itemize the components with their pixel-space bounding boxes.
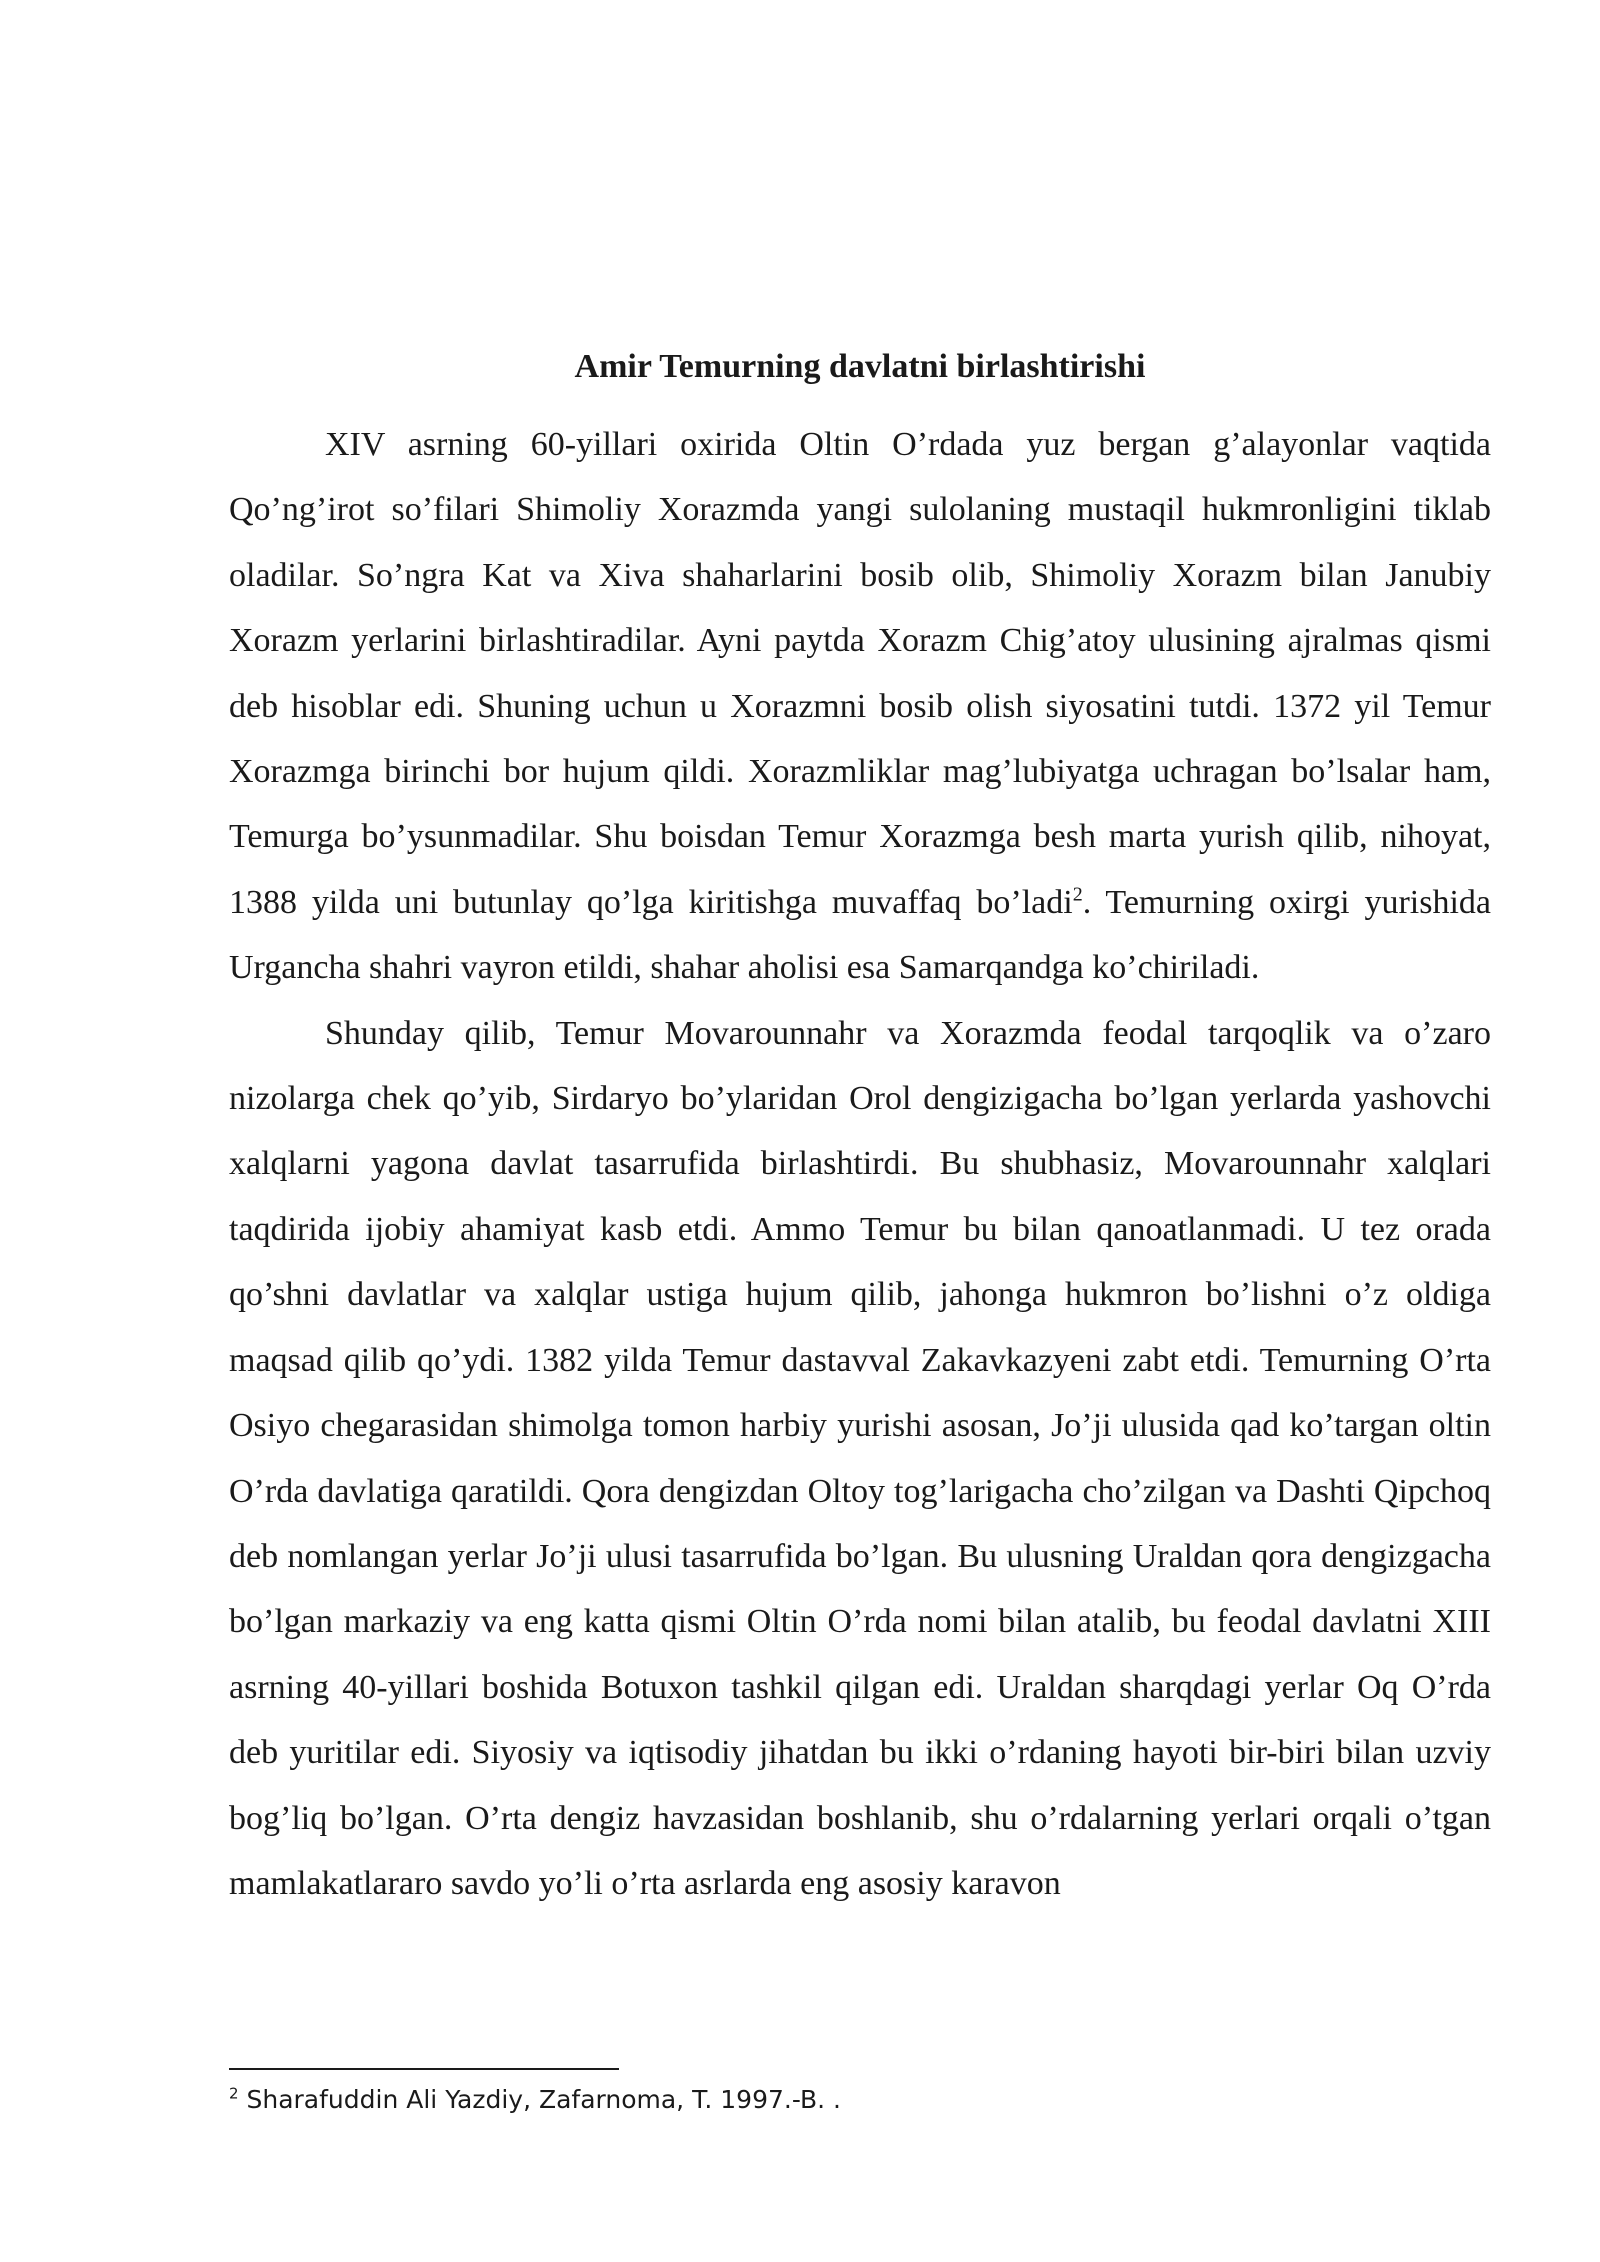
footnote-marker: 2 [229, 2084, 239, 2103]
paragraph-1-text-continued: . Temurning oxirgi yurishida Urgancha shahri vayron etildi, shahar aholisi esa Samarqandga ko’chiriladi. [229, 883, 1491, 987]
paragraph-1 [229, 412, 1491, 1001]
footnote [229, 2083, 1491, 2117]
page-title: Amir Temurning davlatni birlashtirishi [574, 348, 1146, 385]
body-text [229, 412, 1491, 1916]
footnote-text: Sharafuddin Ali Yazdiy, Zafarnoma, T. 1997.-B. . [238, 2085, 841, 2114]
footnote-separator [229, 2068, 619, 2070]
paragraph-1-text: XIV asrning 60-yillari oxirida Oltin O’rdada yuz bergan g’alayonlar vaqtida Qo’ng’irot so’filari Shimoliy Xorazmda yangi sulolaning mustaqil hukmronligini tiklab oladilar. So’ngra Kat va Xiva shaharlarini bosib olib, Shimoliy Xorazm bilan Janubiy Xorazm yerlarini birlashtiradilar. Ayni paytda Xorazm Chig’atoy ulusining ajralmas qismi deb hisoblar edi. Shuning uchun u Xorazmni bosib olish siyosatini tutdi. 1372 yil Temur Xorazmga birinchi bor hujum qildi. Xorazmliklar mag’lubiyatga uchragan bo’lsalar ham, Temurga bo’ysunmadilar. Shu boisdan Temur Xorazmga besh marta yurish qilib, nihoyat, 1388 yilda uni butunlay qo’lga kiritishga muvaffaq bo’ladi [229, 426, 1491, 921]
footnote-reference[interactable]: 2 [1072, 883, 1083, 906]
paragraph-2: Shunday qilib, Temur Movarounnahr va Xorazmda feodal tarqoqlik va o’zaro nizolarga chek qo’yib, Sirdaryo bo’ylaridan Orol dengizigacha bo’lgan yerlarda yashovchi xalqlarni yagona davlat tasarrufida birlashtirdi. Bu shubhasiz, Movarounnahr xalqlari taqdirida ijobiy ahamiyat kasb etdi. Ammo Temur bu bilan qanoatlanmadi. U tez orada qo’shni davlatlar va xalqlar ustiga hujum qilib, jahonga hukmron bo’lishni o’z oldiga maqsad qilib qo’ydi. 1382 yilda Temur dastavval Zakavkazyeni zabt etdi. Temurning O’rta Osiyo chegarasidan shimolga tomon harbiy yurishi asosan, Jo’ji ulusida qad ko’targan oltin O’rda davlatiga qaratildi. Qora dengizdan Oltoy tog’larigacha cho’zilgan va Dashti Qipchoq deb nomlangan yerlar Jo’ji ulusi tasarrufida bo’lgan. Bu ulusning Uraldan qora dengizgacha bo’lgan markaziy va eng katta qismi Oltin O’rda nomi bilan atalib, bu feodal davlatni XIII asrning 40-yillari boshida Botuxon tashkil qilgan edi. Uraldan sharqdagi yerlar Oq O’rda deb yuritilar edi. Siyosiy va iqtisodiy jihatdan bu ikki o’rdaning hayoti bir-biri bilan uzviy bog’liq bo’lgan. O’rta dengiz havzasidan boshlanib, shu o’rdalarning yerlari orqali o’tgan mamlakatlararo savdo yo’li o’rta asrlarda eng asosiy karavon [229, 1014, 1491, 1902]
